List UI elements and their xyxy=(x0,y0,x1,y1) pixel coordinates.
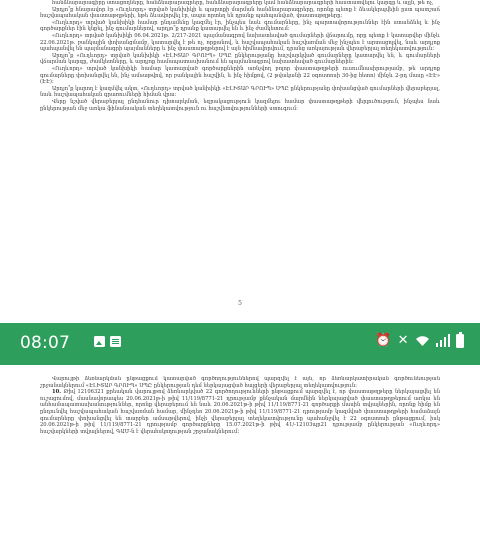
page-number: 5 xyxy=(238,300,242,307)
doc-paragraph: «Ուղևորդ» տրված կանխիկի 06.04.2021թ. 2/217-2021 պայմանագրով նախատեսված գումարների վճարումը, որը պետք է կատարվեր մինչև 22.06.2021թ. բանկային փոխանցմամբ, կատարվել է թե ոչ, որքանով, և հաշվապահական հաշվառման մեջ ինչպես է արտացոլվել, նաև արդյոք պահպանվել են պայմանագրի պայմանները և ինչ փաստաթղթերով է այն հիմնավորվում, դրանց առկայության վերաբերյալ տեղեկատվություն։ xyxy=(40,32,440,53)
item-number: 10. xyxy=(52,389,62,396)
doc-paragraph: Արդյո՞ք կարող է կազմվել ակտ, «Ուղևորդ» տրված կանխիկի «ԷԼԻՏԱՐ ԳՐՈՒՊ» ՍՊԸ ընկերությանը փոխանցված գումարների վերաբերյալ, նաև հաշվապահական գրառումների հիման վրա։ xyxy=(40,85,440,99)
doc-paragraph: Արդյո՞ք հնարավոր էր «Ուղևորդ» տրված կանխիկի և պարտքի մարման հանձնարարագրերը, որոնք պետք է ձևակերպվեին ըստ պատշաճ հաշվապահական փաստաթղթերի, եթե ձևավորվել էր, ապա որտեղ են դրանք պահպանված, փաստաթղթերը։ xyxy=(40,6,440,20)
gallery-icon xyxy=(94,336,105,347)
alarm-icon: ⏰ xyxy=(375,333,392,348)
doc-paragraph-text: Թիվ 12106321 քրեական վարույթով ձեռնարկված 22 գործողությունների ընթացքում պարզվել է, որ փաստաթղթերը ներկայացվել են ուշացումով, մասնավորապես 20.06.2021թ-ի թիվ 11/119/8771-21 դրությամբ քննչական մարմնին ներկայացված փաստաթղթերում առկա են անհամապատասխանություններ, որոնք վերաբերում են նաև 20.06.2021թ-ի թիվ 11/119/8771-21 գործարքի մասին տվյալներին, որոնք հիմք են ընդունվել հաշվապահական հաշվառման համար, մինչդեռ 20.06.2021թ-ի թիվ 11/119/8771-21 դրությամբ կազմված փաստաթղթերի համաձայն գումարները փոխանցվել են տարբեր ամսաթվերով, ինչի վերաբերյալ տեղեկատվությունը պահանջվել է 22 օգոստոսի ընթացքում, իսկ 20.06.2021թ-ի թիվ 11/119/8771-21 դրությամբ գործարքները 15.07.2021թ-ի թիվ 41/-12103պր21 դրությամբ ընկերության «Ուղևորդ» հաշվարկների տվյալներով, ԳԱՄ-ն է վերահսկողության շրջանակներում։ xyxy=(40,389,440,435)
signal-icon xyxy=(436,334,451,347)
doc-paragraph-numbered xyxy=(40,389,440,435)
doc-paragraph: Վարույթի ձեռնարկման ընթացքում կատարված գործողություններով պարզվել է այն, որ ձեռնարկատիրական գործունեության շրջանակներում «ԷԼԻՏԱՐ ԳՐՈՒՊ» ՍՊԸ ընկերության դեմ ներկայացված հայցերի վերաբերյալ տեղեկատվություն։ xyxy=(40,376,440,389)
wifi-icon xyxy=(415,335,430,347)
message-icon xyxy=(110,336,121,347)
system-icons xyxy=(375,333,464,348)
battery-icon xyxy=(456,334,464,348)
doc-paragraph: «Ուղևորդ» տրված կանխիկի համար կատարված գործարքներին առնչվող բոլոր փաստաթղթերի ուսումնասիրությամբ, թե արդյոք գումարները փոխանցվել են, ինչ ամսաթվով, որ բանկային հաշվին, և ինչ հիմքով, (2 թվականի 22 օգոստոսի 30-ից հետո) մինչև 2-րդ մասը «ԷԷ» (ԷԷ)։ xyxy=(40,65,440,86)
mute-icon: ✕ xyxy=(397,333,409,348)
doc-paragraph: «Ուղևորդ» տրված կանխիկի համար ընդամենը կազմել էր, ինչպես նաև գումարները, ինչ պարտավորություններ էին ստանձնել և ինչ գործարքներ էին կնքել, ինչ գումարներով, արդյո՞ք դրանք կատարվել են և ինչ ժամկետում։ xyxy=(40,19,440,33)
document-page-bottom xyxy=(40,376,440,558)
doc-paragraph: հանձնարարագիրը ստացողները, հանձնարարագրերը, հանձնարարագրերը կամ հանձնարարագրերի հաստատվելու կարգը և այլն, թե ոչ, xyxy=(52,0,434,6)
status-time: 08:07 xyxy=(20,333,70,353)
doc-paragraph: Արդյո՞ք «Ուղևորդ» տրված կանխիկի «ԷԼԻՏԱՐ ԳՐՈՒՊ» ՍՊԸ ընկերությանը հաշվարկված գումարները կատարվել են, և գումարների վճարման կարգը, ժամկետները, և արդյոք համապատասխանում են պայմանագրով նախատեսված գումարներին։ xyxy=(40,52,440,66)
notification-icons xyxy=(94,336,121,347)
doc-paragraph: Վերը նշված վերաբերյալ ընդհանուր դիտարկման, եզրակացություն կազմելու համար փաստաթղթերի վերլուծություն, ինչպես նաև ընկերության մեջ առկա ֆինանսական տեղեկատվություն ու հաշվետվությունների ստուգում։ xyxy=(40,98,440,112)
document-page-top xyxy=(40,0,440,312)
status-bar xyxy=(0,323,480,365)
